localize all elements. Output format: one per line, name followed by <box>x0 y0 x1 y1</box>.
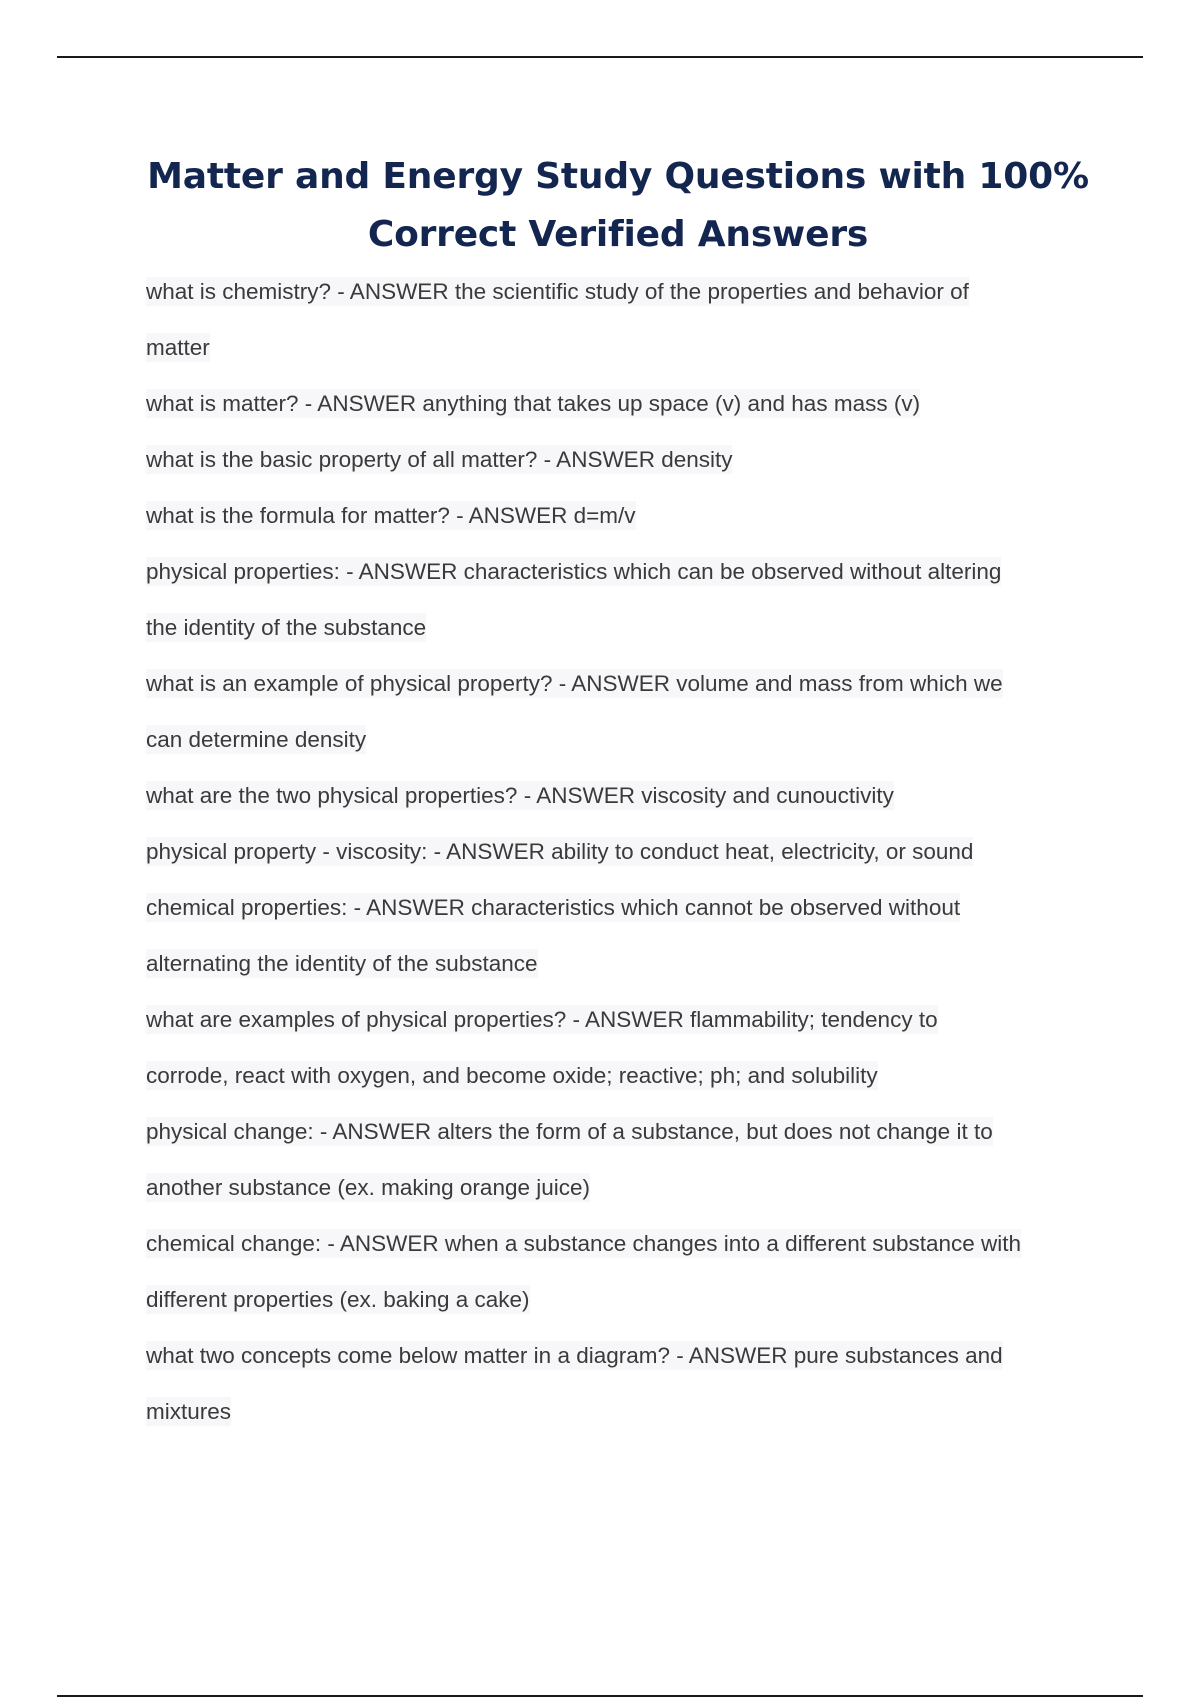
qa-line: can determine density <box>146 727 367 752</box>
qa-line: another substance (ex. making orange juice) <box>146 1175 591 1200</box>
qa-line: what are the two physical properties? - ANSWER viscosity and cunouctivity <box>146 783 894 808</box>
qa-line: physical property - viscosity: - ANSWER ability to conduct heat, electricity, or sound <box>146 839 974 864</box>
qa-line: what is an example of physical property? - ANSWER volume and mass from which we <box>146 671 1003 696</box>
qa-line: what is the formula for matter? - ANSWER d=m/v <box>146 503 636 528</box>
title-line-2: Correct Verified Answers <box>367 214 869 255</box>
qa-line: what is matter? - ANSWER anything that takes up space (v) and has mass (v) <box>146 391 921 416</box>
qa-line: what is the basic property of all matter? - ANSWER density <box>146 447 733 472</box>
qa-line: what two concepts come below matter in a diagram? - ANSWER pure substances and <box>146 1343 1003 1368</box>
qa-line: what is chemistry? - ANSWER the scientific study of the properties and behavior of <box>146 279 969 304</box>
header-rule <box>57 56 1143 58</box>
document-title <box>120 148 1116 264</box>
qa-line: matter <box>146 335 210 360</box>
qa-line: what are examples of physical properties? - ANSWER flammability; tendency to <box>146 1007 938 1032</box>
qa-line: physical change: - ANSWER alters the form of a substance, but does not change it to <box>146 1119 993 1144</box>
qa-list <box>146 264 1106 1440</box>
footer-rule <box>57 1695 1143 1697</box>
qa-line: the identity of the substance <box>146 615 427 640</box>
qa-line: alternating the identity of the substance <box>146 951 538 976</box>
qa-line: chemical properties: - ANSWER characteristics which cannot be observed without <box>146 895 961 920</box>
qa-line: corrode, react with oxygen, and become oxide; reactive; ph; and solubility <box>146 1063 878 1088</box>
qa-line: mixtures <box>146 1399 232 1424</box>
qa-line: chemical change: - ANSWER when a substance changes into a different substance with <box>146 1231 1022 1256</box>
title-line-1: Matter and Energy Study Questions with 100% <box>147 156 1089 197</box>
qa-line: different properties (ex. baking a cake) <box>146 1287 530 1312</box>
qa-line: physical properties: - ANSWER characteristics which can be observed without altering <box>146 559 1002 584</box>
